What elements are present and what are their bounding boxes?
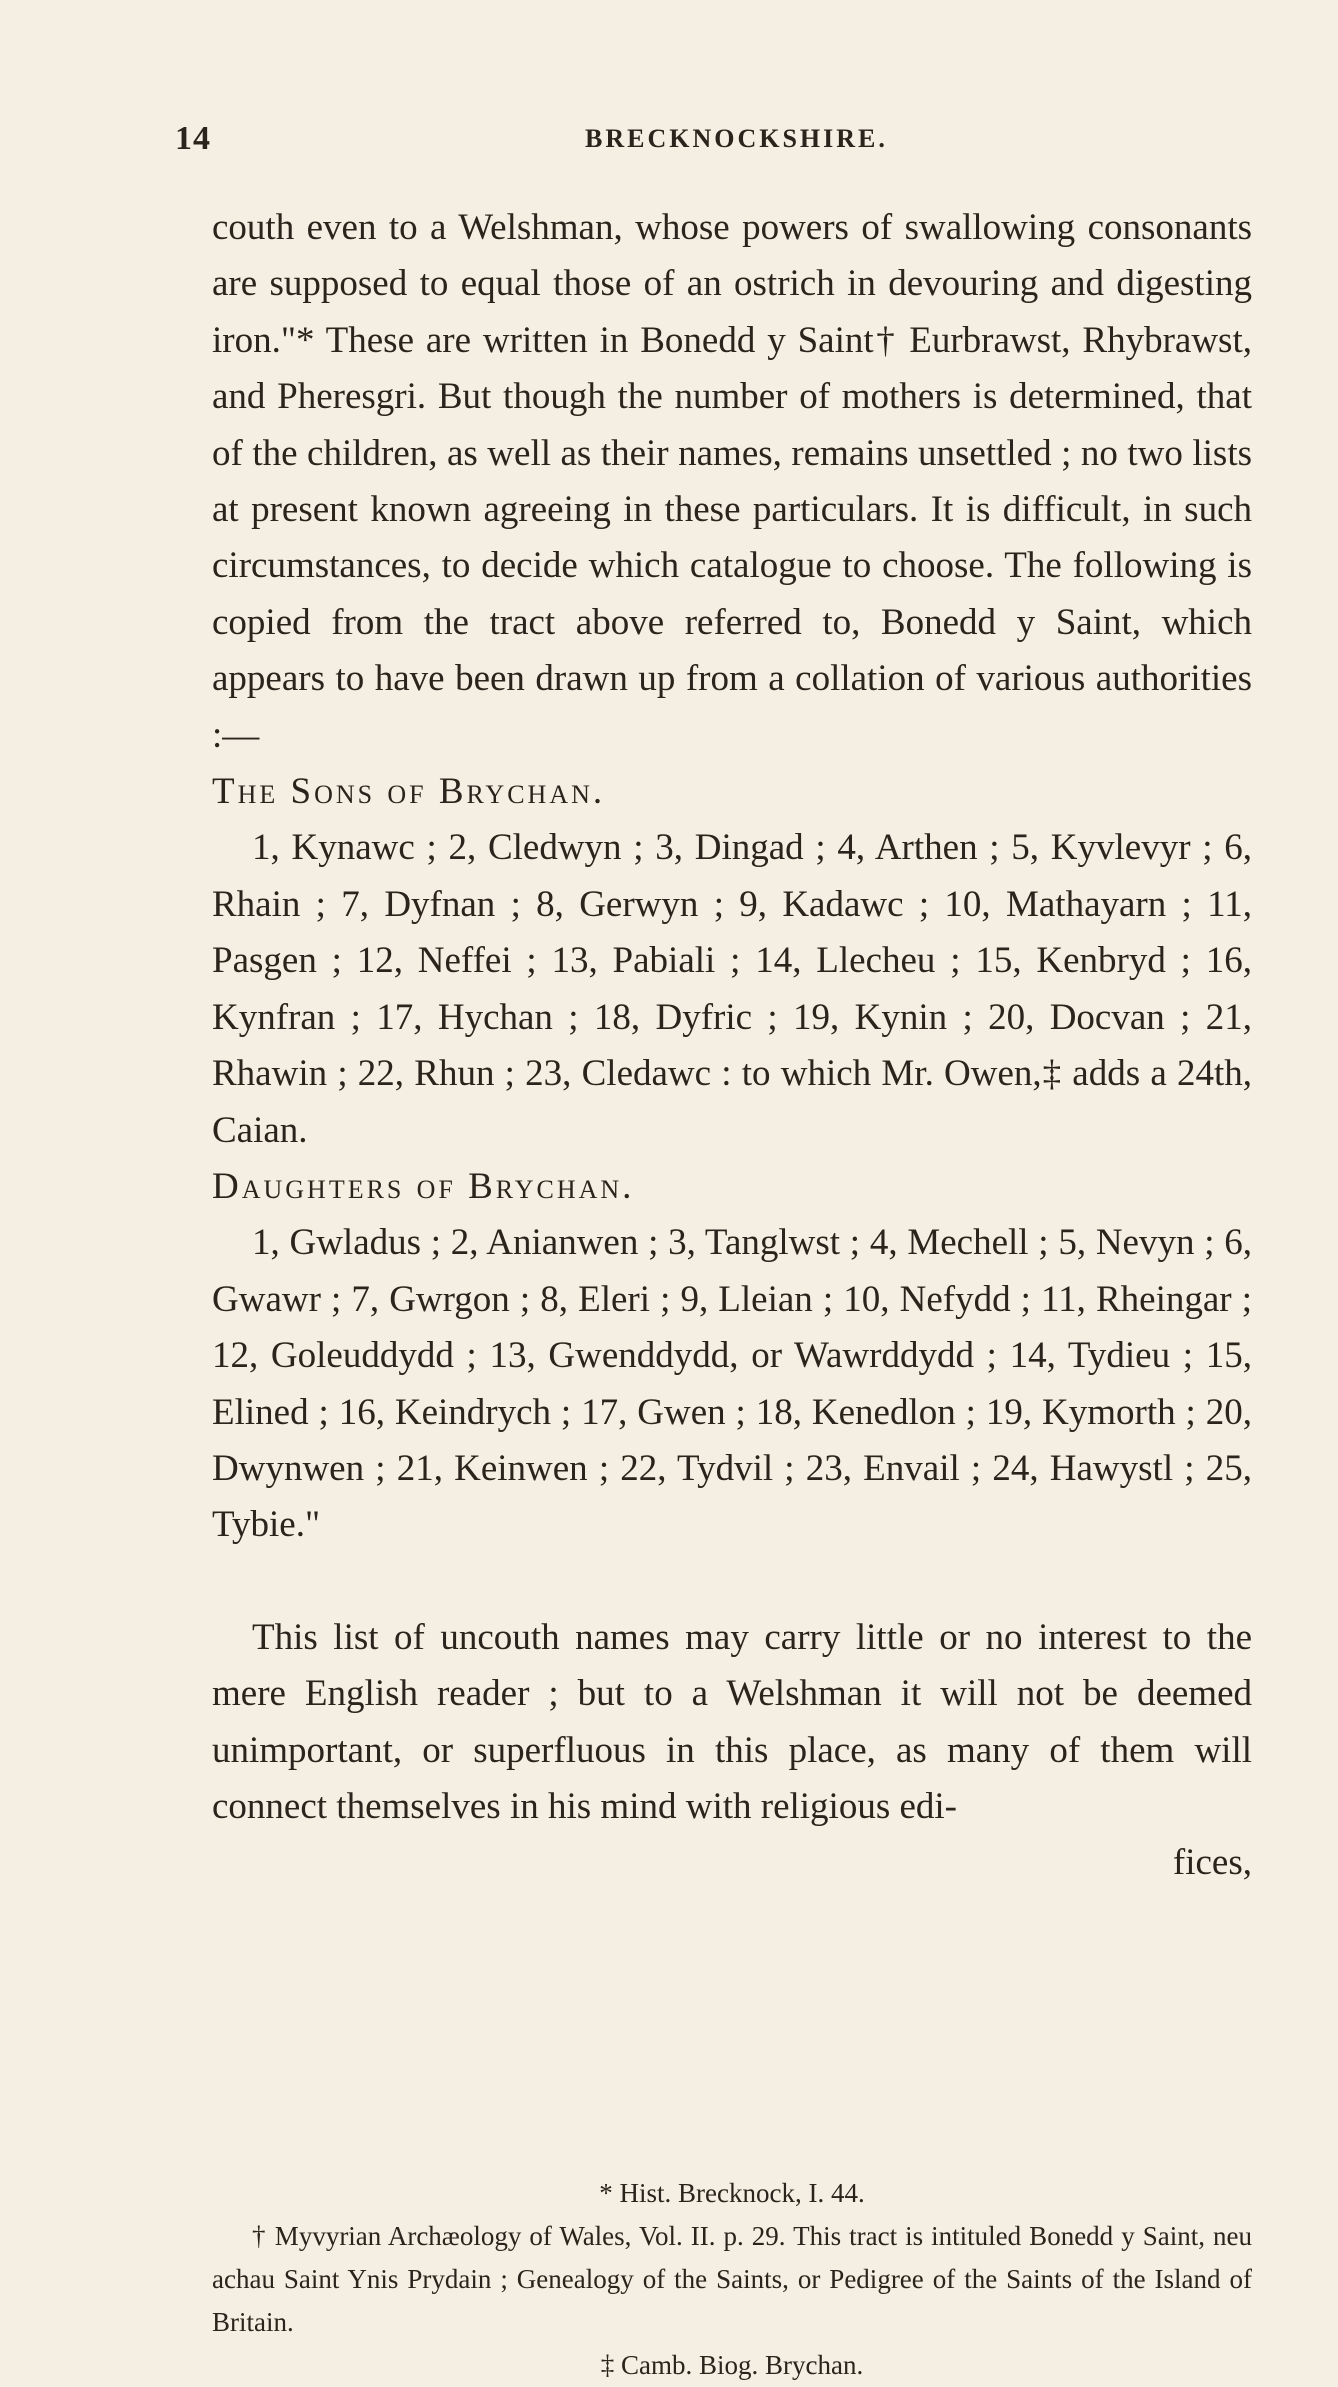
- page-number: 14: [175, 120, 211, 157]
- footnotes: [212, 2172, 1252, 2387]
- footnote-3: ‡ Camb. Biog. Brychan.: [600, 2350, 864, 2380]
- body-text: [212, 200, 1252, 1892]
- footnote-1: * Hist. Brecknock, I. 44.: [599, 2178, 865, 2208]
- running-head: [175, 120, 1235, 170]
- footnote-2: † Myvyrian Archæology of Wales, Vol. II. p. 29. This tract is intituled Bonedd y Saint, neu achau Saint Ynis Prydain ; Genealogy of the Saints, or Pedigree of the Saints of the Island of Britain.: [212, 2221, 1252, 2337]
- running-title: BRECKNOCKSHIRE.: [585, 124, 888, 153]
- daughters-list: 1, Gwladus ; 2, Anianwen ; 3, Tanglwst ; 4, Mechell ; 5, Nevyn ; 6, Gwawr ; 7, Gwrgon ; 8, Eleri ; 9, Lleian ; 10, Nefydd ; 11, Rheingar ; 12, Goleuddydd ; 13, Gwenddydd, or Wawrddydd ; 14, Tydieu ; 15, Elined ; 16, Keindrych ; 17, Gwen ; 18, Kenedlon ; 19, Kymorth ; 20, Dwynwen ; 21, Keinwen ; 22, Tydvil ; 23, Envail ; 24, Hawystl ; 25, Tybie.": [212, 1222, 1252, 1546]
- paragraph-commentary: This list of uncouth names may carry little or no interest to the mere English reader ; but to a Welshman it will not be deemed unimportant, or superfluous in this place, as many of them will connect themselves in his mind with religious edi-: [212, 1616, 1252, 1827]
- sons-list: 1, Kynawc ; 2, Cledwyn ; 3, Dingad ; 4, Arthen ; 5, Kyvlevyr ; 6, Rhain ; 7, Dyfnan ; 8, Gerwyn ; 9, Kadawc ; 10, Mathayarn ; 11, Pasgen ; 12, Neffei ; 13, Pabiali ; 14, Llecheu ; 15, Kenbryd ; 16, Kynfran ; 17, Hychan ; 18, Dyfric ; 19, Kynin ; 20, Docvan ; 21, Rhawin ; 22, Rhun ; 23, Cledawc : to which Mr. Owen,‡ adds a 24th, Caian.: [212, 827, 1252, 1151]
- sons-heading: The Sons of Brychan.: [212, 771, 606, 813]
- daughters-heading: Daughters of Brychan.: [212, 1165, 635, 1207]
- paragraph-intro: couth even to a Welshman, whose powers of swallowing consonants are supposed to equal those of an ostrich in devouring and digesting iron."* These are written in Bonedd y Saint† Eurbrawst, Rhybrawst, and Pheresgri. But though the number of mothers is determined, that of the children, as well as their names, remains unsettled ; no two lists at present known agreeing in these particulars. It is difficult, in such circumstances, to decide which catalogue to choose. The following is copied from the tract above referred to, Bonedd y Saint, which appears to have been drawn up from a collation of various authorities :—: [212, 207, 1252, 756]
- catchword: fices,: [1172, 1842, 1252, 1884]
